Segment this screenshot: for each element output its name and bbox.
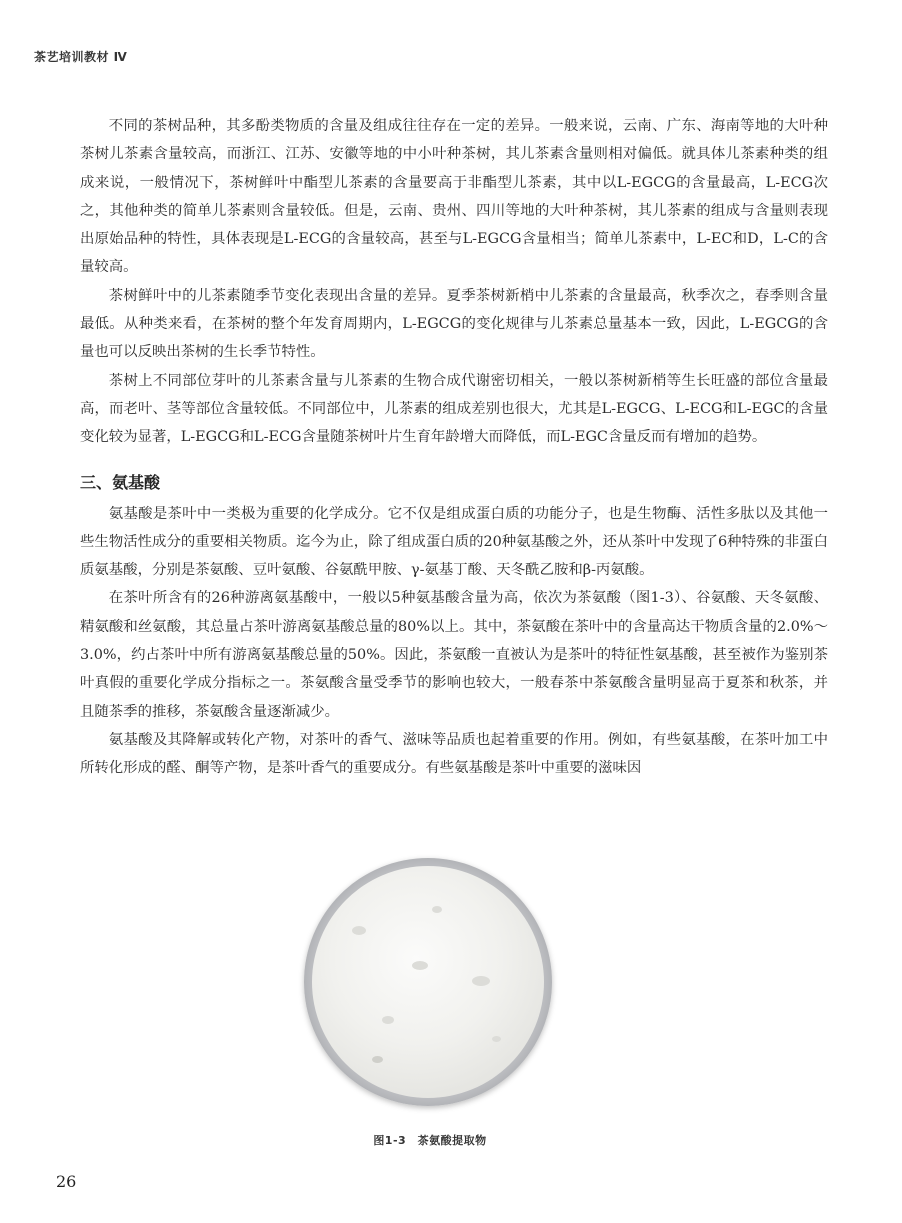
powder-surface xyxy=(312,866,544,1098)
figure-caption: 图1-3 茶氨酸提取物 xyxy=(373,1134,487,1147)
paragraph: 氨基酸及其降解或转化产物，对茶叶的香气、滋味等品质也起着重要的作用。例如，有些氨基酸，在茶叶加工中所转化形成的醛、酮等产物，是茶叶香气的重要成分。有些氨基酸是茶叶中重要的滋味因 xyxy=(80,731,828,777)
section-heading: 三、氨基酸 xyxy=(80,472,161,492)
paragraph: 在茶叶所含有的26种游离氨基酸中，一般以5种氨基酸含量为高，依次为茶氨酸（图1-3）、谷氨酸、天冬氨酸、精氨酸和丝氨酸，其总量占茶叶游离氨基酸总量的80%以上。其中，茶氨酸在茶叶中的含量高达干物质含量的2.0%～3.0%，约占茶叶中所有游离氨基酸总量的50%。因此，茶氨酸一直被认为是茶叶的特征性氨基酸，甚至被作为鉴别茶叶真假的重要化学成分指标之一。茶氨酸含量受季节的影响也较大，一般春茶中茶氨酸含量明显高于夏茶和秋茶，并且随茶季的推移，茶氨酸含量逐渐减少。 xyxy=(80,590,828,720)
figure-theanine-extract xyxy=(302,856,558,1130)
paragraph: 不同的茶树品种，其多酚类物质的含量及组成往往存在一定的差异。一般来说，云南、广东、海南等地的大叶种茶树儿茶素含量较高，而浙江、江苏、安徽等地的中小叶种茶树，其儿茶素含量则相对偏低。就具体儿茶素种类的组成来说，一般情况下，茶树鲜叶中酯型儿茶素的含量要高于非酯型儿茶素，其中以L-EGCG的含量最高，L-ECG次之，其他种类的简单儿茶素则含量较低。但是，云南、贵州、四川等地的大叶种茶树，其儿茶素的组成与含量则表现出原始品种的特性，具体表现是L-ECG的含量较高，甚至与L-EGCG含量相当；简单儿茶素中，L-EC和D，L-C的含量较高。 xyxy=(80,118,828,276)
page-number: 26 xyxy=(56,1172,77,1191)
paragraph: 氨基酸是茶叶中一类极为重要的化学成分。它不仅是组成蛋白质的功能分子，也是生物酶、活性多肽以及其他一些生物活性成分的重要相关物质。迄今为止，除了组成蛋白质的20种氨基酸之外，还从茶叶中发现了6种特殊的非蛋白质氨基酸，分别是茶氨酸、豆叶氨酸、谷氨酰甲胺、γ-氨基丁酸、天冬酰乙胺和β-丙氨酸。 xyxy=(80,505,828,579)
paragraph: 茶树鲜叶中的儿茶素随季节变化表现出含量的差异。夏季茶树新梢中儿茶素的含量最高，秋季次之，春季则含量最低。从种类来看，在茶树的整个年发育周期内，L-EGCG的变化规律与儿茶素总量基本一致，因此，L-EGCG的含量也可以反映出茶树的生长季节特性。 xyxy=(80,287,828,361)
paragraph: 茶树上不同部位芽叶的儿茶素含量与儿茶素的生物合成代谢密切相关，一般以茶树新梢等生长旺盛的部位含量最高，而老叶、茎等部位含量较低。不同部位中，儿茶素的组成差别也很大，尤其是L-EGCG、L-ECG和L-EGC的含量变化较为显著，L-EGCG和L-ECG含量随茶树叶片生育年龄增大而降低，而L-EGC含量反而有增加的趋势。 xyxy=(80,372,828,446)
main-text xyxy=(80,112,828,783)
running-header: 茶艺培训教材 Ⅳ xyxy=(34,50,128,64)
